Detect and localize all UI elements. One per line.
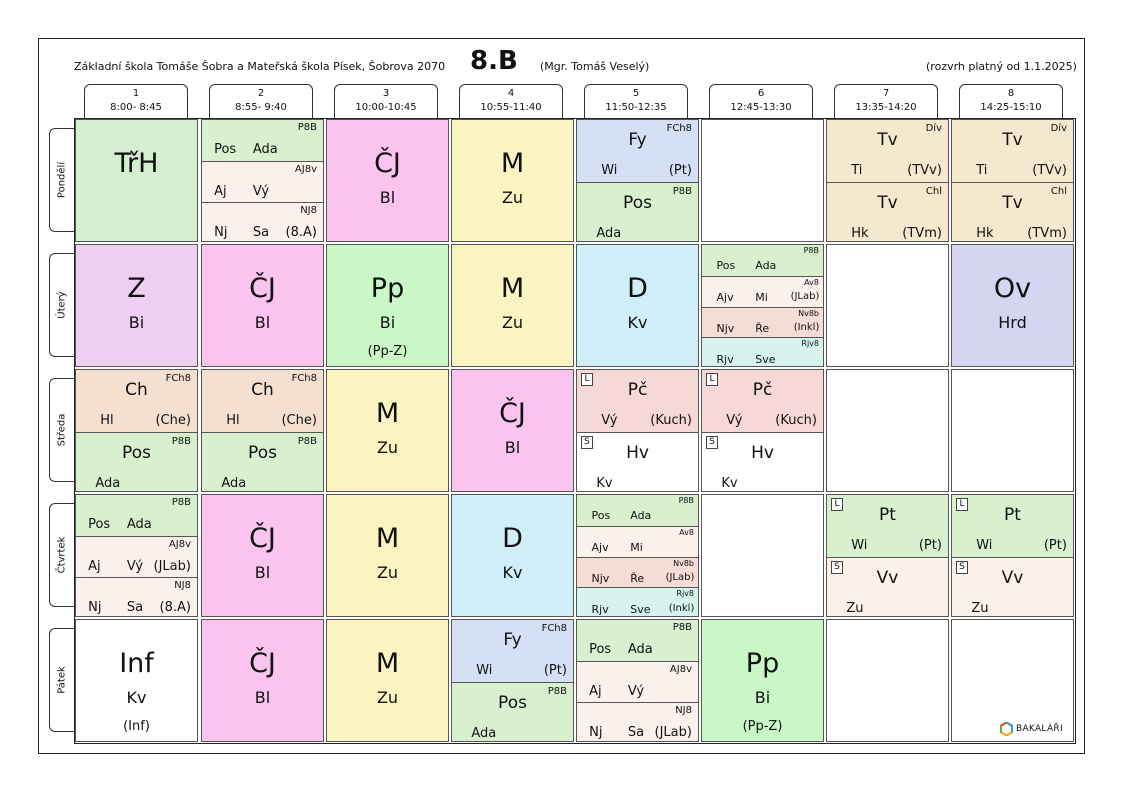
group-code: P8B bbox=[678, 496, 694, 505]
group-code: P8B bbox=[672, 185, 692, 197]
room-label: (JLab) bbox=[153, 558, 191, 574]
teacher-abbr: Zu bbox=[376, 688, 399, 707]
lesson-slot bbox=[201, 494, 324, 617]
subject-abbr: Nj bbox=[214, 224, 228, 240]
teacher-abbr: Sa bbox=[627, 724, 645, 740]
subject-abbr: Pos bbox=[88, 516, 111, 532]
period-time: 10:00-10:45 bbox=[355, 102, 417, 113]
teacher-abbr: Sve bbox=[630, 602, 651, 616]
lesson-slot bbox=[75, 494, 198, 617]
subject-abbr: Pp bbox=[370, 273, 405, 304]
period-number: 7 bbox=[882, 88, 890, 99]
teacher-abbr: Sa bbox=[126, 599, 144, 615]
empty-slot bbox=[826, 244, 949, 367]
period-time: 12:45-13:30 bbox=[730, 102, 792, 113]
teacher-abbr: Hk bbox=[851, 225, 869, 241]
teacher-abbr: Zu bbox=[376, 438, 399, 457]
lesson-slot bbox=[75, 369, 198, 492]
subject-abbr: Pos bbox=[623, 192, 652, 213]
group-segment bbox=[577, 526, 698, 557]
lesson-slot bbox=[951, 494, 1074, 617]
teacher-abbr: Wi bbox=[601, 163, 618, 179]
teacher-abbr: Ti bbox=[976, 163, 988, 179]
room-label: (Pt) bbox=[543, 663, 567, 679]
room-label: (Che) bbox=[155, 413, 191, 429]
period-number: 6 bbox=[757, 88, 765, 99]
group-segment bbox=[76, 577, 197, 617]
subject-abbr: Tv bbox=[1002, 130, 1023, 151]
teacher-abbr: Zu bbox=[971, 600, 989, 616]
day-label bbox=[49, 503, 74, 607]
subject-abbr: Rjv bbox=[591, 602, 609, 616]
group-segment bbox=[952, 182, 1073, 243]
group-segment bbox=[577, 182, 698, 243]
group-code: Rjv8 bbox=[676, 589, 694, 599]
subject-abbr: Pos bbox=[214, 141, 237, 157]
subject-abbr: Pos bbox=[716, 259, 736, 273]
subject-abbr: ČJ bbox=[249, 273, 276, 304]
group-segment bbox=[577, 370, 698, 432]
group-segment bbox=[76, 495, 197, 536]
teacher-abbr: Bi bbox=[379, 313, 396, 332]
lesson-slot bbox=[951, 119, 1074, 242]
group-box: L bbox=[706, 373, 718, 386]
teacher-abbr: Kv bbox=[627, 313, 648, 332]
room-label: (8.A) bbox=[159, 599, 191, 615]
period-number: 5 bbox=[632, 88, 640, 99]
period-time: 10:55-11:40 bbox=[480, 102, 542, 113]
room-label: (JLab) bbox=[665, 571, 695, 583]
group-segment bbox=[76, 370, 197, 432]
lesson-slot bbox=[201, 244, 324, 367]
school-name: Základní škola Tomáše Šobra a Mateřská škola Písek, Šobrova 2070 bbox=[74, 60, 446, 73]
teacher-abbr: Bi bbox=[754, 688, 771, 707]
room-label: (Che) bbox=[281, 413, 317, 429]
subject-abbr: Pp bbox=[745, 648, 780, 679]
lesson-slot bbox=[75, 244, 198, 367]
group-segment bbox=[202, 161, 323, 202]
teacher-abbr: Wi bbox=[851, 538, 868, 554]
room-label: (Kuch) bbox=[650, 413, 692, 429]
lesson-slot bbox=[701, 244, 824, 367]
lesson-slot bbox=[326, 369, 449, 492]
lesson-slot bbox=[75, 619, 198, 742]
room-label: (TVv) bbox=[907, 163, 942, 179]
subject-abbr: TřH bbox=[114, 148, 159, 179]
room-label: (Inf) bbox=[123, 719, 150, 734]
subject-abbr: Pos bbox=[122, 442, 151, 463]
teacher-abbr: Ada bbox=[627, 641, 653, 657]
room-label: (8.A) bbox=[285, 224, 317, 240]
timetable-grid bbox=[74, 118, 1076, 744]
teacher-abbr: Zu bbox=[501, 313, 524, 332]
room-label: (TVm) bbox=[1027, 225, 1067, 241]
empty-slot bbox=[951, 369, 1074, 492]
subject-abbr: Ajv bbox=[591, 541, 609, 555]
subject-abbr: Z bbox=[127, 273, 146, 304]
period-number: 8 bbox=[1007, 88, 1015, 99]
group-code: AJ8v bbox=[168, 539, 191, 550]
lesson-slot bbox=[451, 244, 574, 367]
group-segment bbox=[702, 245, 823, 276]
teacher-abbr: Ada bbox=[630, 509, 652, 523]
lesson-slot bbox=[576, 494, 699, 617]
room-label: (Inkl) bbox=[668, 602, 695, 614]
subject-abbr: Nj bbox=[88, 599, 102, 615]
group-segment bbox=[577, 120, 698, 182]
group-box: S bbox=[706, 436, 718, 449]
teacher-abbr: Bl bbox=[254, 688, 271, 707]
subject-abbr: Ch bbox=[251, 380, 274, 401]
teacher-abbr: Vý bbox=[126, 558, 144, 574]
group-segment bbox=[452, 620, 573, 682]
period-header bbox=[709, 84, 813, 118]
subject-abbr: Ov bbox=[993, 273, 1032, 304]
subject-abbr: Pt bbox=[1004, 505, 1021, 526]
period-number: 3 bbox=[382, 88, 390, 99]
subject-abbr: Pos bbox=[591, 509, 611, 523]
group-segment bbox=[702, 337, 823, 367]
lesson-slot bbox=[701, 619, 824, 742]
day-label bbox=[49, 253, 74, 357]
period-time: 8:55- 9:40 bbox=[235, 102, 287, 113]
subject-abbr: Fy bbox=[628, 130, 647, 151]
room-label: (Pt) bbox=[1043, 538, 1067, 554]
group-box: S bbox=[956, 561, 968, 574]
subject-abbr: Nj bbox=[589, 724, 603, 740]
group-segment bbox=[577, 587, 698, 617]
group-box: S bbox=[581, 436, 593, 449]
bakalari-logo-text: BAKALÁŘI bbox=[1016, 724, 1063, 734]
teacher-abbr: Zu bbox=[501, 188, 524, 207]
group-code: Rjv8 bbox=[801, 339, 819, 349]
subject-abbr: Aj bbox=[589, 683, 602, 699]
teacher-abbr: Hrd bbox=[998, 313, 1027, 332]
period-number: 1 bbox=[132, 88, 140, 99]
group-segment bbox=[202, 432, 323, 493]
teacher-abbr: Bl bbox=[504, 438, 521, 457]
teacher-abbr: Ada bbox=[95, 475, 121, 491]
day-label bbox=[49, 378, 74, 482]
teacher-abbr: Zu bbox=[376, 563, 399, 582]
teacher-abbr: Vý bbox=[252, 183, 270, 199]
group-segment bbox=[577, 661, 698, 702]
teacher-abbr: Mi bbox=[755, 291, 768, 305]
teacher-abbr: Wi bbox=[476, 663, 493, 679]
subject-abbr: Pos bbox=[589, 641, 612, 657]
group-code: Nv8b bbox=[798, 308, 819, 318]
class-name: 8.B bbox=[470, 46, 518, 76]
group-code: AJ8v bbox=[294, 164, 317, 175]
teacher-abbr: Ada bbox=[471, 725, 497, 741]
group-segment bbox=[452, 682, 573, 743]
group-code: P8B bbox=[547, 685, 567, 697]
teacher-abbr: Vý bbox=[627, 683, 645, 699]
teacher-abbr: Ada bbox=[596, 225, 622, 241]
subject-abbr: Vv bbox=[1001, 567, 1024, 588]
teacher-abbr: Vý bbox=[601, 413, 618, 429]
room-label: (Pt) bbox=[668, 163, 692, 179]
group-code: P8B bbox=[171, 435, 191, 447]
period-header bbox=[834, 84, 938, 118]
teacher-abbr: Hl bbox=[100, 413, 114, 429]
group-code: AJ8v bbox=[669, 664, 692, 675]
day-name: Pondělí bbox=[56, 161, 68, 199]
subject-abbr: Aj bbox=[214, 183, 227, 199]
subject-abbr: Ajv bbox=[716, 291, 734, 305]
period-header bbox=[959, 84, 1063, 118]
group-segment bbox=[577, 702, 698, 742]
subject-abbr: Njv bbox=[716, 321, 735, 335]
lesson-slot bbox=[826, 494, 949, 617]
teacher-abbr: Bl bbox=[379, 188, 396, 207]
teacher-abbr: Mi bbox=[630, 541, 643, 555]
subject-abbr: Hv bbox=[751, 442, 774, 463]
group-code: FCh8 bbox=[165, 373, 191, 384]
lesson-slot bbox=[826, 119, 949, 242]
lesson-slot bbox=[326, 619, 449, 742]
period-header bbox=[209, 84, 313, 118]
lesson-slot bbox=[576, 619, 699, 742]
subject-abbr: Pč bbox=[752, 380, 773, 401]
subject-abbr: Pos bbox=[248, 442, 277, 463]
teacher-abbr: Bi bbox=[128, 313, 145, 332]
bakalari-logo bbox=[1000, 722, 1063, 736]
group-segment bbox=[827, 120, 948, 182]
group-segment bbox=[577, 557, 698, 588]
teacher-abbr: Ada bbox=[755, 259, 777, 273]
room-label: (Pp-Z) bbox=[367, 344, 408, 359]
subject-abbr: Ch bbox=[125, 380, 148, 401]
subject-abbr: ČJ bbox=[374, 148, 401, 179]
group-segment bbox=[952, 495, 1073, 557]
lesson-slot bbox=[576, 119, 699, 242]
subject-abbr: M bbox=[500, 148, 525, 179]
room-label: (JLab) bbox=[654, 724, 692, 740]
group-code: Av8 bbox=[804, 277, 819, 287]
group-segment bbox=[577, 495, 698, 526]
lesson-slot bbox=[201, 619, 324, 742]
teacher-abbr: Vý bbox=[726, 413, 743, 429]
lesson-slot bbox=[951, 244, 1074, 367]
teacher-abbr: Ada bbox=[126, 516, 152, 532]
lesson-slot bbox=[701, 369, 824, 492]
teacher-abbr: Wi bbox=[976, 538, 993, 554]
teacher-abbr: Ře bbox=[755, 321, 770, 335]
group-code: Dív bbox=[1050, 123, 1067, 134]
teacher-abbr: Ře bbox=[630, 571, 645, 585]
room-label: (Pp-Z) bbox=[742, 719, 783, 734]
group-code: P8B bbox=[297, 122, 317, 133]
group-segment bbox=[702, 432, 823, 493]
teacher-abbr: Bl bbox=[254, 563, 271, 582]
lesson-slot bbox=[75, 119, 198, 242]
group-segment bbox=[577, 432, 698, 493]
teacher-abbr: Bl bbox=[254, 313, 271, 332]
group-box: L bbox=[831, 498, 843, 511]
empty-slot bbox=[826, 619, 949, 742]
period-header bbox=[84, 84, 188, 118]
teacher-abbr: Kv bbox=[721, 475, 738, 491]
day-label bbox=[49, 128, 74, 232]
room-label: (JLab) bbox=[790, 291, 820, 303]
group-segment bbox=[76, 432, 197, 493]
room-label: (TVm) bbox=[902, 225, 942, 241]
subject-abbr: Rjv bbox=[716, 352, 734, 366]
period-time: 8:00- 8:45 bbox=[110, 102, 162, 113]
group-code: P8B bbox=[803, 246, 819, 255]
group-code: NJ8 bbox=[300, 205, 317, 216]
lesson-slot bbox=[326, 119, 449, 242]
empty-slot bbox=[701, 119, 824, 242]
group-segment bbox=[827, 182, 948, 243]
period-time: 11:50-12:35 bbox=[605, 102, 667, 113]
group-code: Chl bbox=[1050, 185, 1067, 197]
lesson-slot bbox=[326, 244, 449, 367]
group-box: L bbox=[581, 373, 593, 386]
teacher-abbr: Sa bbox=[252, 224, 270, 240]
empty-slot bbox=[826, 369, 949, 492]
group-code: FCh8 bbox=[541, 623, 567, 634]
lesson-slot bbox=[201, 369, 324, 492]
lesson-slot bbox=[576, 244, 699, 367]
period-number: 4 bbox=[507, 88, 515, 99]
subject-abbr: Njv bbox=[591, 571, 610, 585]
teacher-abbr: Ada bbox=[221, 475, 247, 491]
subject-abbr: Aj bbox=[88, 558, 101, 574]
subject-abbr: Pos bbox=[498, 692, 527, 713]
group-code: Chl bbox=[925, 185, 942, 197]
day-name: Čtvrtek bbox=[56, 536, 68, 574]
group-segment bbox=[702, 307, 823, 338]
group-box: S bbox=[831, 561, 843, 574]
empty-slot bbox=[701, 494, 824, 617]
lesson-slot bbox=[451, 494, 574, 617]
subject-abbr: Vv bbox=[876, 567, 899, 588]
group-code: Av8 bbox=[679, 527, 694, 537]
subject-abbr: M bbox=[375, 523, 400, 554]
group-segment bbox=[702, 370, 823, 432]
lesson-slot bbox=[451, 619, 574, 742]
class-teacher: (Mgr. Tomáš Veselý) bbox=[540, 60, 650, 73]
group-box: L bbox=[956, 498, 968, 511]
day-name: Středa bbox=[56, 413, 68, 447]
teacher-abbr: Hk bbox=[976, 225, 994, 241]
validity-date: (rozvrh platný od 1.1.2025) bbox=[926, 60, 1077, 73]
subject-abbr: Inf bbox=[119, 648, 154, 679]
teacher-abbr: Sve bbox=[755, 352, 776, 366]
group-code: FCh8 bbox=[666, 123, 692, 134]
group-segment bbox=[202, 370, 323, 432]
lesson-slot bbox=[576, 369, 699, 492]
subject-abbr: D bbox=[627, 273, 648, 304]
group-segment bbox=[76, 536, 197, 577]
group-segment bbox=[202, 202, 323, 242]
bakalari-logo-icon bbox=[1000, 722, 1013, 736]
subject-abbr: Hv bbox=[626, 442, 649, 463]
group-code: FCh8 bbox=[291, 373, 317, 384]
group-code: P8B bbox=[171, 497, 191, 508]
day-name: Pátek bbox=[56, 666, 68, 694]
subject-abbr: ČJ bbox=[249, 523, 276, 554]
subject-abbr: Pč bbox=[627, 380, 648, 401]
day-name: Úterý bbox=[56, 291, 68, 319]
period-time: 13:35-14:20 bbox=[855, 102, 917, 113]
group-segment bbox=[702, 276, 823, 307]
room-label: (Pt) bbox=[918, 538, 942, 554]
subject-abbr: Tv bbox=[1002, 192, 1023, 213]
subject-abbr: M bbox=[375, 648, 400, 679]
period-number: 2 bbox=[257, 88, 265, 99]
subject-abbr: M bbox=[500, 273, 525, 304]
subject-abbr: Pt bbox=[879, 505, 896, 526]
group-code: NJ8 bbox=[174, 580, 191, 591]
teacher-abbr: Kv bbox=[126, 688, 147, 707]
room-label: (TVv) bbox=[1032, 163, 1067, 179]
subject-abbr: M bbox=[375, 398, 400, 429]
period-time: 14:25-15:10 bbox=[980, 102, 1042, 113]
period-header bbox=[334, 84, 438, 118]
period-header bbox=[459, 84, 563, 118]
lesson-slot bbox=[201, 119, 324, 242]
period-header bbox=[584, 84, 688, 118]
subject-abbr: Tv bbox=[877, 130, 898, 151]
group-code: P8B bbox=[297, 435, 317, 447]
subject-abbr: D bbox=[502, 523, 523, 554]
teacher-abbr: Ti bbox=[851, 163, 863, 179]
subject-abbr: Fy bbox=[503, 630, 522, 651]
group-code: Nv8b bbox=[673, 558, 694, 568]
group-segment bbox=[952, 557, 1073, 618]
group-code: NJ8 bbox=[675, 705, 692, 716]
teacher-abbr: Kv bbox=[502, 563, 523, 582]
lesson-slot bbox=[451, 369, 574, 492]
group-code: P8B bbox=[672, 622, 692, 633]
lesson-slot bbox=[326, 494, 449, 617]
group-segment bbox=[577, 620, 698, 661]
subject-abbr: ČJ bbox=[249, 648, 276, 679]
teacher-abbr: Hl bbox=[226, 413, 240, 429]
subject-abbr: Tv bbox=[877, 192, 898, 213]
day-label bbox=[49, 628, 74, 732]
room-label: (Inkl) bbox=[793, 321, 820, 333]
group-segment bbox=[827, 495, 948, 557]
group-segment bbox=[827, 557, 948, 618]
lesson-slot bbox=[451, 119, 574, 242]
teacher-abbr: Zu bbox=[846, 600, 864, 616]
teacher-abbr: Kv bbox=[596, 475, 613, 491]
group-segment bbox=[952, 120, 1073, 182]
subject-abbr: ČJ bbox=[499, 398, 526, 429]
teacher-abbr: Ada bbox=[252, 141, 278, 157]
room-label: (Kuch) bbox=[775, 413, 817, 429]
group-segment bbox=[202, 120, 323, 161]
group-code: Dív bbox=[925, 123, 942, 134]
